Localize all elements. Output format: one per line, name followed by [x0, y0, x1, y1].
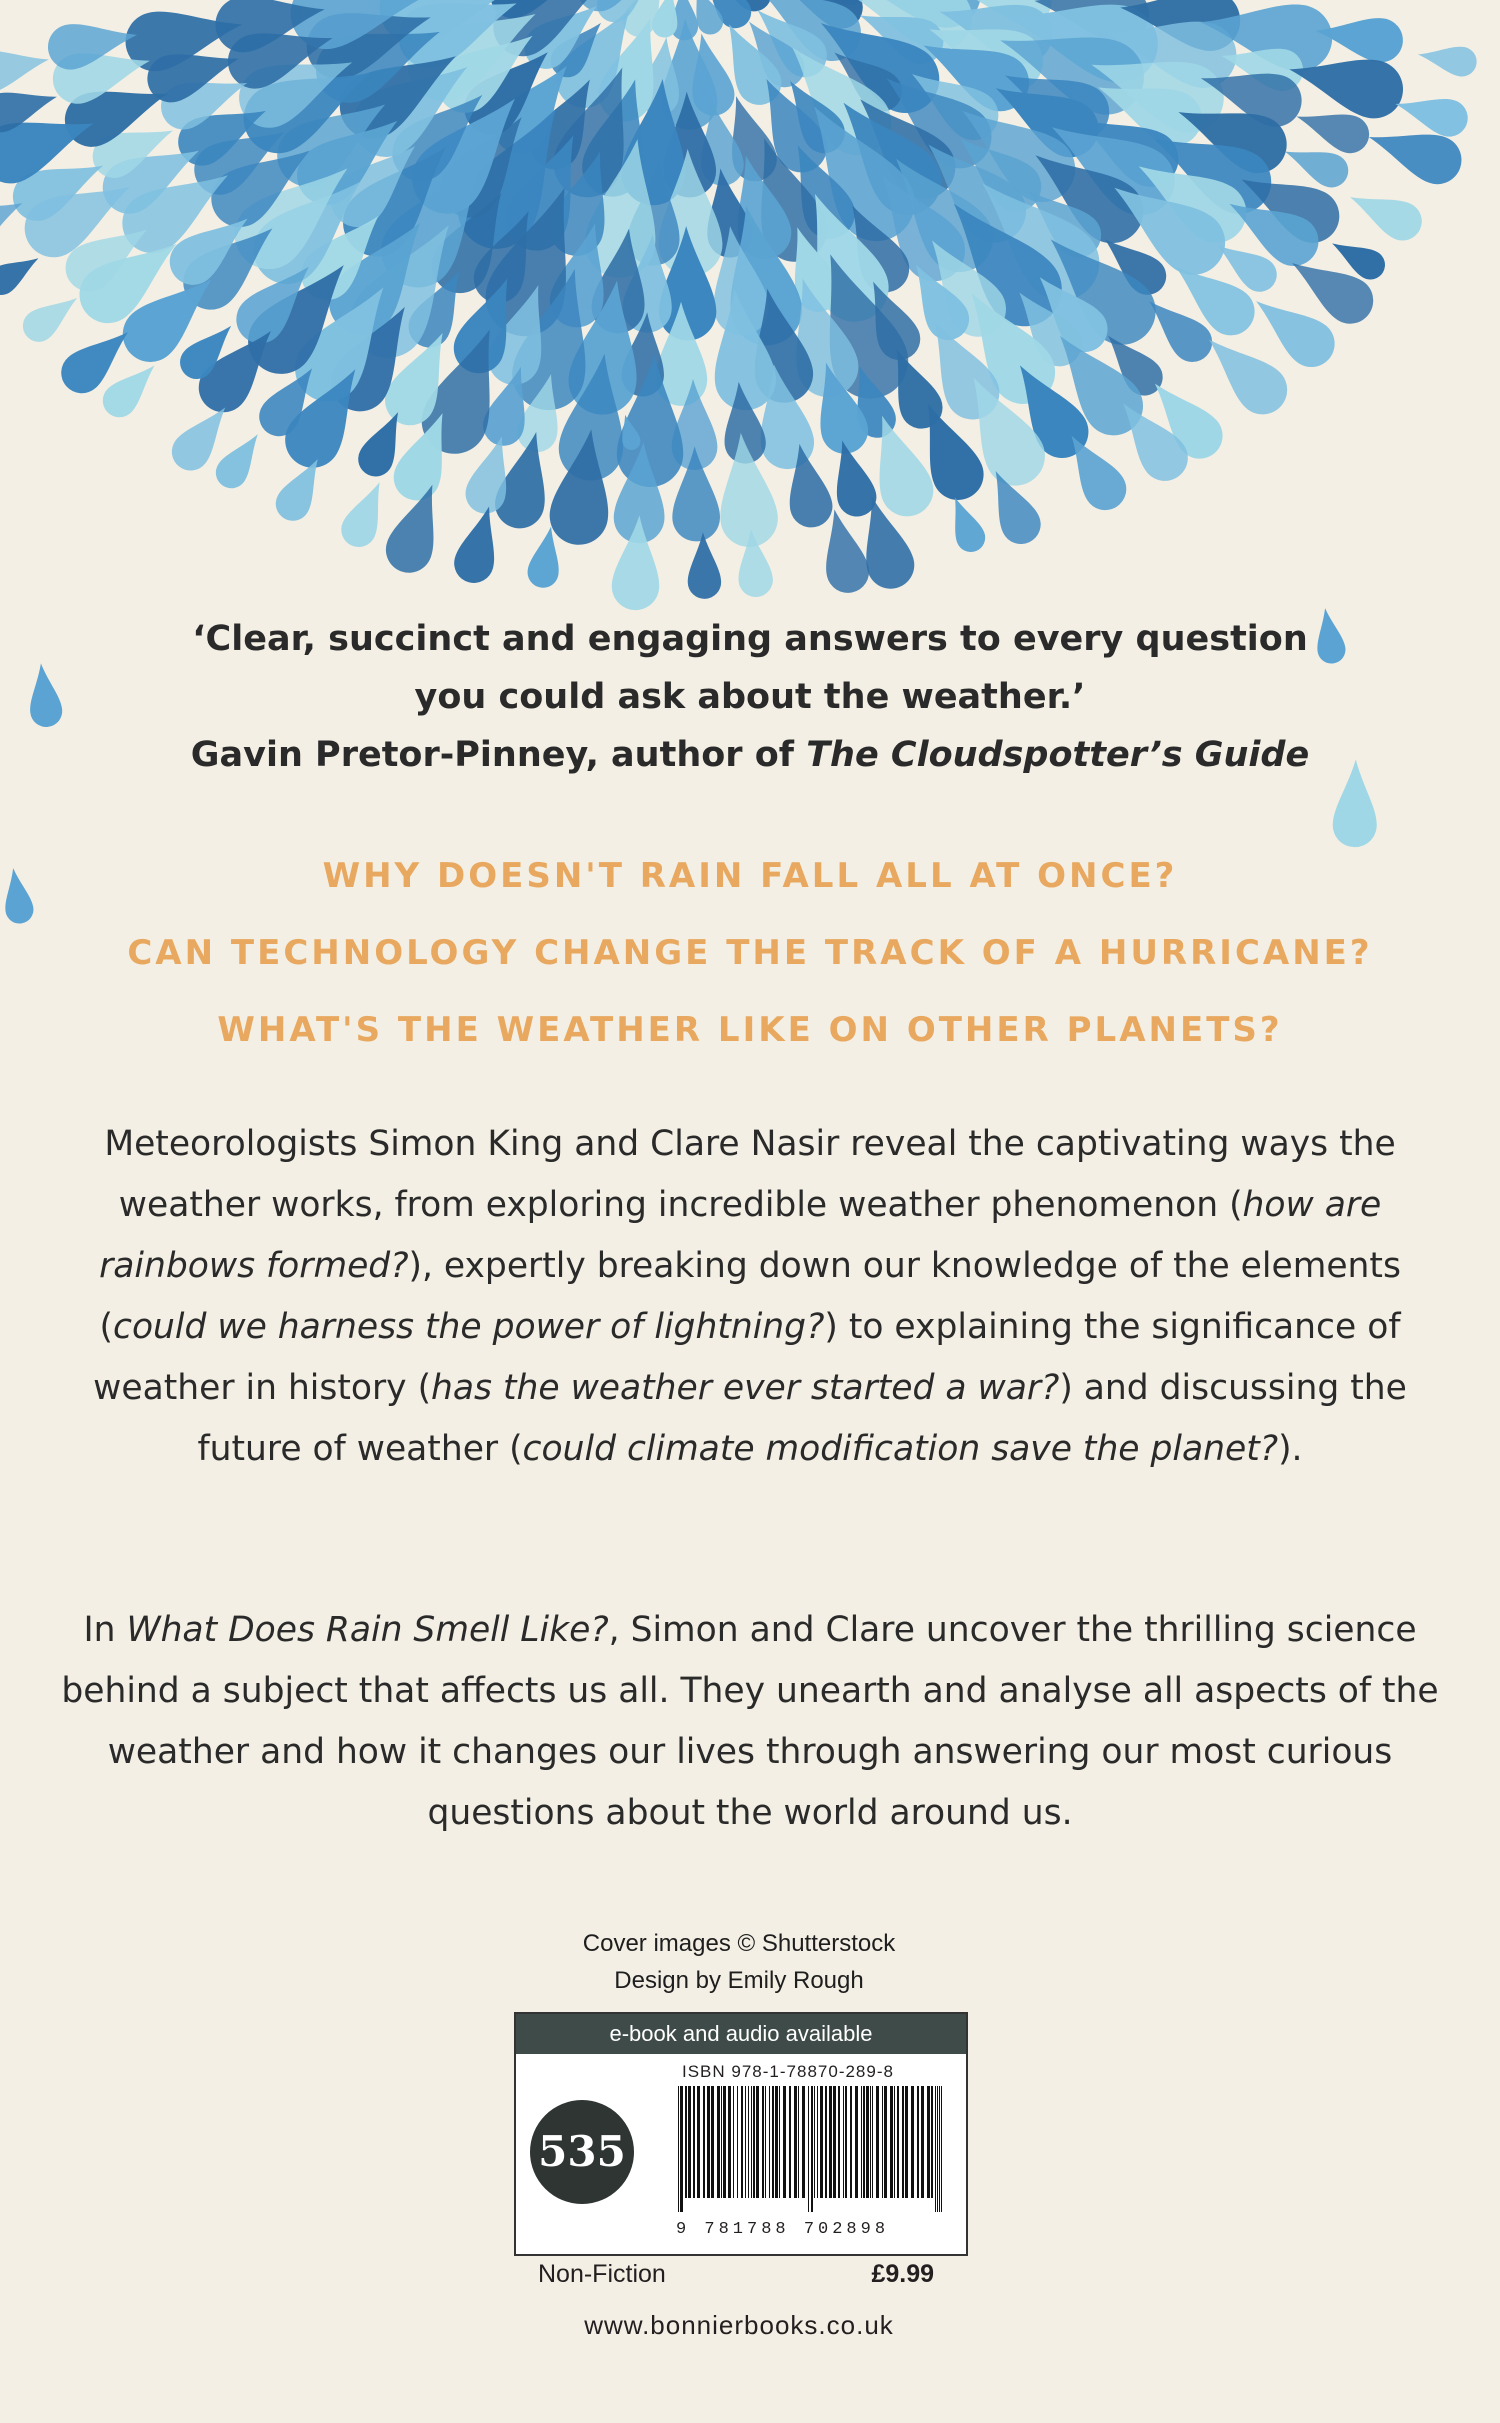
raindrop: [1391, 86, 1472, 141]
barcode-bar: [728, 2086, 731, 2198]
barcode-bar: [717, 2086, 720, 2198]
image-credit: Cover images © Shutterstock: [582, 1930, 896, 1957]
raindrop: [336, 475, 396, 552]
text-run: ) to explaining the significance of weather in history (: [93, 1307, 1401, 1408]
raindrop: [210, 425, 271, 494]
barcode-bar: [808, 2086, 809, 2212]
barcode-bar: [789, 2086, 791, 2198]
barcode-bar: [921, 2086, 924, 2198]
quote-line-1: ‘Clear, succinct and engaging answers to every question: [192, 619, 1308, 659]
barcode-bar: [917, 2086, 919, 2198]
text-run: , Simon and Clare uncover the thrilling science behind a subject that affects us all. They unearth and analyse all aspects of the weather and how it changes our lives through answering our most curious questions about the world around us.: [61, 1610, 1439, 1833]
barcode-bar: [927, 2086, 930, 2198]
barcode: [676, 2086, 946, 2212]
text-run: Meteorologists Simon King and Clare Nasir reveal the captivating ways the weather works, from exploring incredible weather phenomenon (: [104, 1124, 1396, 1225]
barcode-bar: [941, 2086, 942, 2212]
endorsement-quote: [0, 610, 1500, 784]
publisher-logo: 535: [530, 2100, 634, 2204]
barcode-bar: [678, 2086, 679, 2212]
barcode-bar: [680, 2086, 683, 2212]
barcode-bar: [769, 2086, 770, 2198]
barcode-bar: [753, 2086, 755, 2198]
description-paragraph-1: [60, 1114, 1440, 1480]
publisher-url: www.bonnierbooks.co.uk: [584, 2310, 894, 2340]
barcode-bar: [935, 2086, 936, 2212]
barcode-bar: [866, 2086, 869, 2198]
raindrop: [0, 39, 53, 97]
barcode-bar: [745, 2086, 746, 2198]
price-row: [514, 2254, 968, 2298]
price-label: £9.99: [871, 2260, 934, 2288]
barcode-bar: [905, 2086, 908, 2198]
barcode-bar: [794, 2086, 797, 2198]
barcode-bar: [751, 2086, 752, 2198]
design-credit: Design by Emily Rough: [614, 1967, 864, 1994]
question-1: WHY DOESN'T RAIN FALL ALL AT ONCE?: [322, 856, 1178, 896]
barcode-bar: [693, 2086, 695, 2198]
barcode-bar: [861, 2086, 862, 2198]
barcode-bar: [756, 2086, 759, 2198]
ebook-availability-banner: e-book and audio available: [516, 2014, 966, 2054]
barcode-bar: [711, 2086, 714, 2198]
barcode-bar: [721, 2086, 722, 2198]
raindrop: [1416, 40, 1479, 79]
barcode-bar: [843, 2086, 844, 2198]
raindrop: [686, 532, 721, 600]
barcode-bar: [820, 2086, 823, 2198]
raindrop: [942, 492, 990, 556]
raindrop: [17, 285, 87, 348]
genre-label: Non-Fiction: [538, 2260, 666, 2288]
barcode-bar: [775, 2086, 778, 2198]
barcode-bar: [882, 2086, 883, 2198]
barcode-bar: [855, 2086, 858, 2198]
barcode-bar: [817, 2086, 818, 2198]
barcode-bar: [894, 2086, 895, 2198]
barcode-bar: [765, 2086, 766, 2198]
barcode-bar: [863, 2086, 865, 2198]
barcode-bar: [703, 2086, 705, 2198]
barcode-bar: [833, 2086, 836, 2198]
barcode-bar: [884, 2086, 887, 2198]
barcode-bar: [872, 2086, 873, 2198]
barcode-bar: [762, 2086, 764, 2198]
barcode-bar: [845, 2086, 847, 2198]
barcode-bar: [707, 2086, 710, 2198]
barcode-bar: [697, 2086, 700, 2198]
barcode-bar: [838, 2086, 840, 2198]
italic-question: What Does Rain Smell Like?: [126, 1610, 609, 1650]
text-run: ).: [1278, 1429, 1303, 1469]
barcode-bar: [937, 2086, 938, 2212]
text-run: In: [83, 1610, 127, 1650]
attribution-author: Gavin Pretor-Pinney, author of: [190, 735, 807, 775]
barcode-bar: [802, 2086, 805, 2198]
question-2: CAN TECHNOLOGY CHANGE THE TRACK OF A HURRICANE?: [127, 933, 1373, 973]
italic-question: has the weather ever started a war?: [431, 1368, 1060, 1408]
italic-question: could we harness the power of lightning?: [112, 1307, 825, 1347]
barcode-bar: [723, 2086, 726, 2198]
teaser-questions: [0, 838, 1500, 1069]
barcode-bar: [737, 2086, 738, 2198]
attribution-book-title: The Cloudspotter’s Guide: [806, 735, 1310, 775]
barcode-bar: [825, 2086, 827, 2198]
barcode-digits: 9 781788 702898: [676, 2220, 890, 2239]
barcode-bar: [685, 2086, 687, 2198]
barcode-bar: [811, 2086, 813, 2212]
question-3: WHAT'S THE WEATHER LIKE ON OTHER PLANETS?: [217, 1010, 1283, 1050]
barcode-bar: [829, 2086, 832, 2198]
barcode-bar: [798, 2086, 799, 2198]
italic-question: could climate modification save the planet?: [522, 1429, 1279, 1469]
barcode-bar: [850, 2086, 852, 2198]
barcode-bar: [939, 2086, 940, 2212]
barcode-bar: [772, 2086, 774, 2198]
barcode-bar: [741, 2086, 743, 2198]
barcode-bar: [814, 2086, 815, 2198]
barcode-bar: [779, 2086, 780, 2198]
raindrop: [0, 246, 46, 300]
barcode-bar: [876, 2086, 879, 2198]
italic-question: how are rainbows formed?: [99, 1185, 1382, 1286]
barcode-bar: [870, 2086, 871, 2198]
barcode-bar: [688, 2086, 691, 2198]
barcode-bar: [931, 2086, 933, 2198]
barcode-bar: [733, 2086, 734, 2198]
barcode-bar: [911, 2086, 914, 2198]
barcode-bar: [902, 2086, 904, 2198]
barcode-bar: [897, 2086, 899, 2198]
description-paragraph-2: [60, 1600, 1440, 1844]
text-run: ), expertly breaking down our knowledge of the elements (: [99, 1246, 1401, 1347]
credits: [0, 1925, 1478, 1999]
isbn-label: ISBN 978-1-78870-289-8: [682, 2062, 894, 2081]
barcode-bar: [890, 2086, 893, 2198]
barcode-bar: [783, 2086, 786, 2198]
raindrop: [1342, 180, 1428, 247]
barcode-box: [514, 2012, 968, 2256]
barcode-bar: [748, 2086, 749, 2198]
quote-attribution: [0, 726, 1500, 784]
text-run: ) and discussing the future of weather (: [197, 1368, 1407, 1469]
quote-line-2: you could ask about the weather.’: [414, 677, 1086, 717]
